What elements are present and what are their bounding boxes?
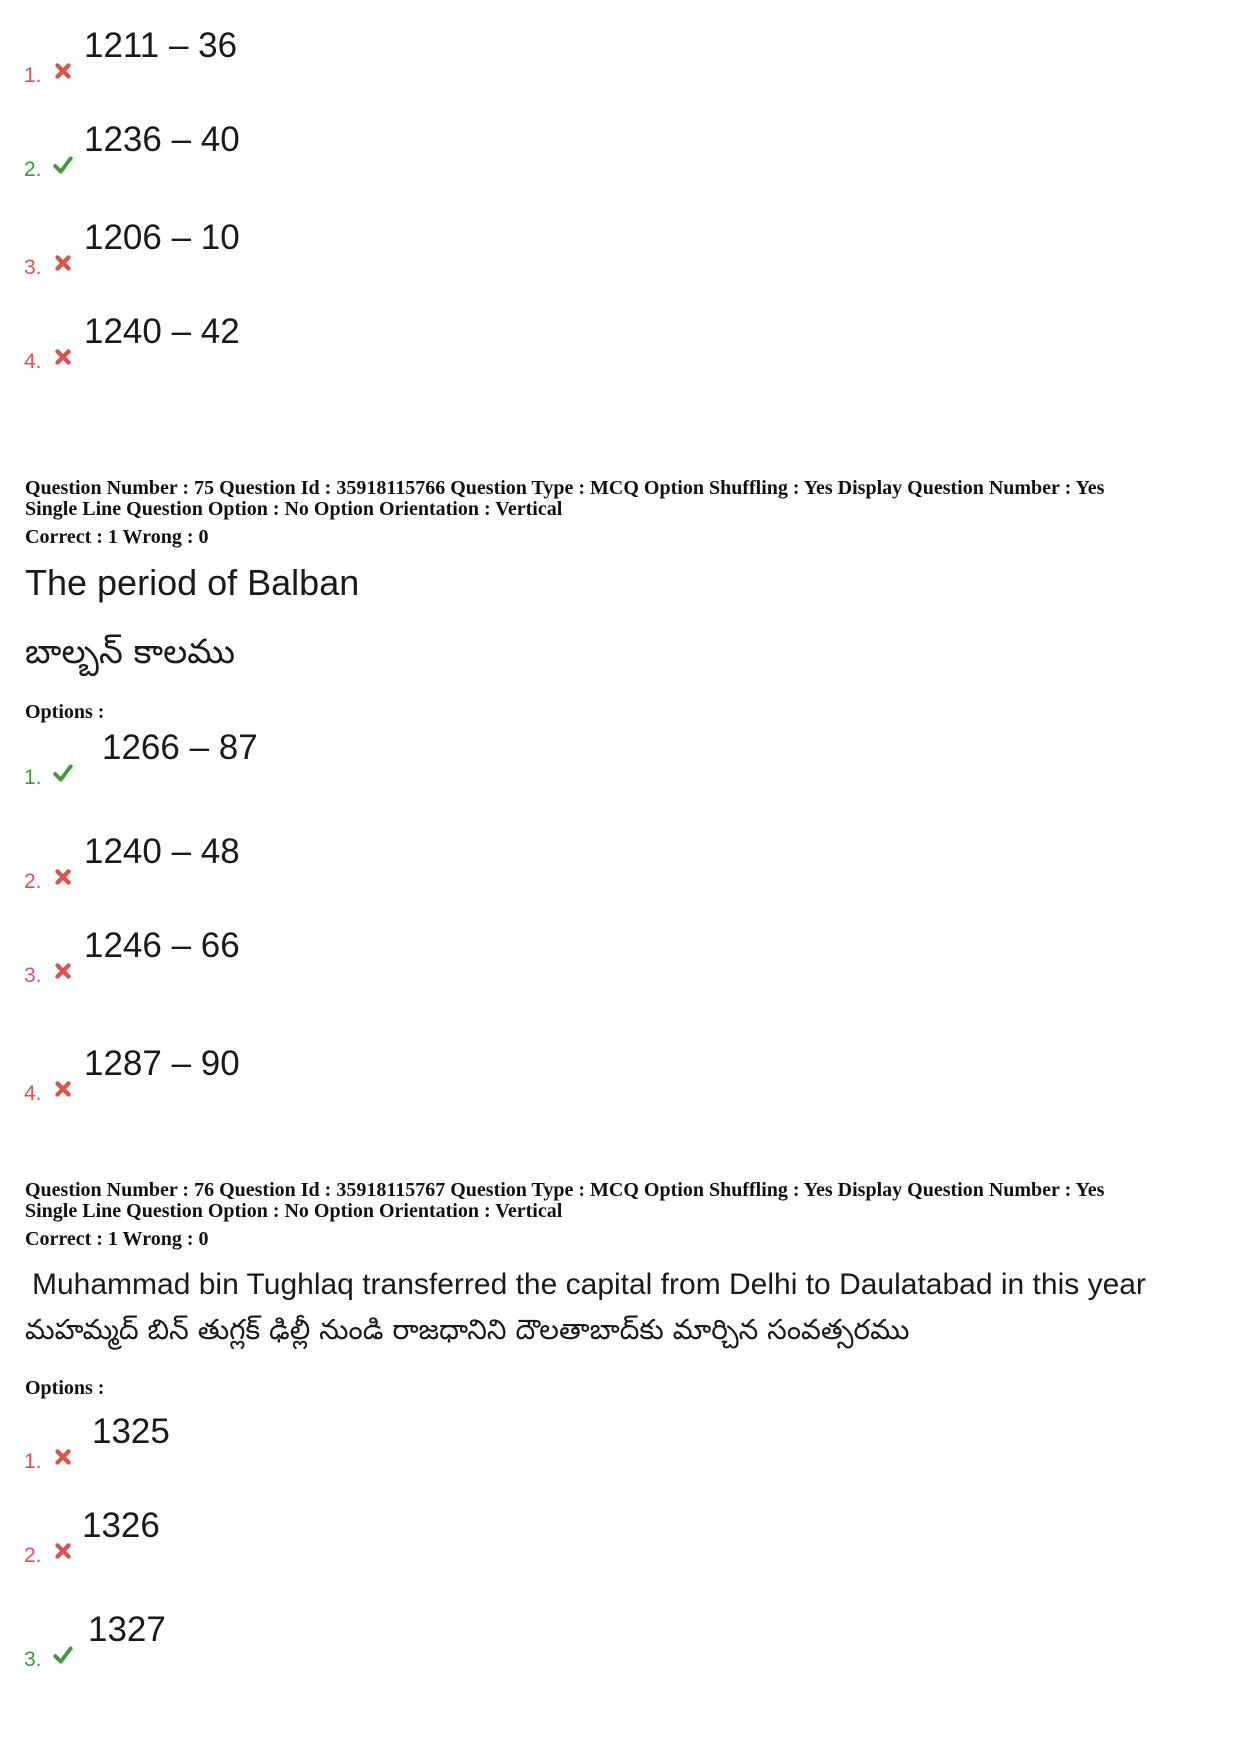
option-4 [24,312,624,372]
check-icon [52,762,74,784]
option-number: 3. [24,1648,42,1671]
option-value: 1246 – 66 [84,926,240,965]
question-meta-line2: Single Line Question Option : No Option Orientation : Vertical [25,498,563,520]
question-meta-line1: Question Number : 76 Question Id : 35918115767 Question Type : MCQ Option Shuffling : Yes Display Question Number : Yes [25,1179,1105,1201]
option-number: 4. [24,1082,42,1105]
cross-icon [52,1078,74,1100]
cross-icon [52,866,74,888]
option-3 [24,926,624,986]
option-2 [24,120,624,180]
option-3 [24,218,624,278]
cross-icon [52,60,74,82]
option-2 [24,832,624,892]
check-icon [52,154,74,176]
option-value: 1326 [82,1506,160,1545]
question-score: Correct : 1 Wrong : 0 [25,1228,209,1250]
cross-icon [52,346,74,368]
question-meta-line2: Single Line Question Option : No Option Orientation : Vertical [25,1200,563,1222]
question-meta-line1: Question Number : 75 Question Id : 35918115766 Question Type : MCQ Option Shuffling : Yes Display Question Number : Yes [25,477,1105,499]
cross-icon [52,960,74,982]
question-text-telugu: బాల్బన్ కాలము [25,632,235,672]
question-score: Correct : 1 Wrong : 0 [25,526,209,548]
option-1 [24,26,624,86]
option-2 [24,1506,624,1566]
option-number: 1. [24,766,42,789]
options-label: Options : [25,1377,105,1399]
cross-icon [52,1446,74,1468]
option-value: 1266 – 87 [102,728,258,767]
option-number: 2. [24,870,42,893]
option-1 [24,728,624,788]
option-3 [24,1610,624,1670]
check-icon [52,1644,74,1666]
option-number: 2. [24,1544,42,1567]
question-text-english: The period of Balban [25,562,360,603]
option-value: 1240 – 48 [84,832,240,871]
cross-icon [52,252,74,274]
option-value: 1325 [92,1412,170,1451]
option-number: 3. [24,964,42,987]
option-number: 1. [24,64,42,87]
option-number: 3. [24,256,42,279]
option-value: 1327 [88,1610,166,1649]
question-text-english: Muhammad bin Tughlaq transferred the capital from Delhi to Daulatabad in this year [32,1268,1146,1301]
option-number: 1. [24,1450,42,1473]
option-4 [24,1044,624,1104]
option-value: 1211 – 36 [84,26,238,65]
question-text-telugu: మహమ్మద్ బిన్ తుగ్లక్ ఢిల్లీ నుండి రాజధానిని దౌలతాబాద్‌కు మార్చిన సంవత్సరము [25,1313,910,1346]
option-number: 4. [24,350,42,373]
cross-icon [52,1540,74,1562]
option-value: 1240 – 42 [84,312,240,351]
option-value: 1206 – 10 [84,218,240,257]
option-number: 2. [24,158,42,181]
option-value: 1287 – 90 [84,1044,240,1083]
options-label: Options : [25,701,105,723]
option-value: 1236 – 40 [84,120,240,159]
option-1 [24,1412,624,1472]
